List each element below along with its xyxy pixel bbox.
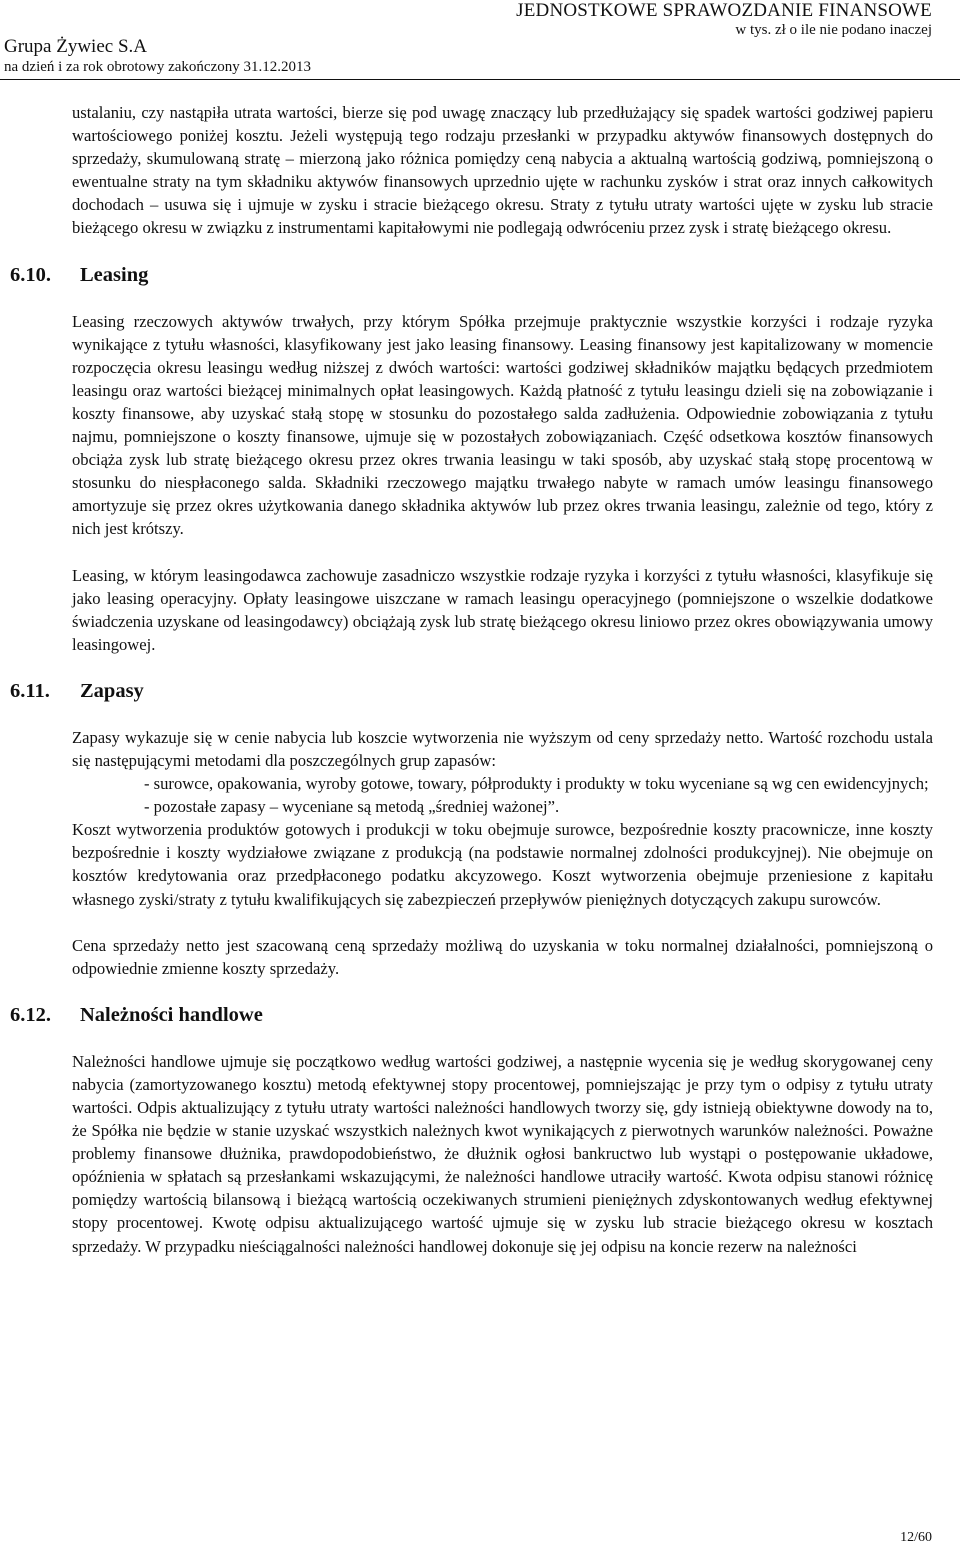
page-number: 12/60: [900, 1530, 932, 1545]
leasing-paragraph-1: Leasing rzeczowych aktywów trwałych, przy którym Spółka przejmuje praktycznie wszystkie korzyści i rodzaje ryzyka wynikające z tytułu własności, klasyfikowany jest jako leasing finansowy. Leasing finansowy jest kapitalizowany w momencie rozpoczęcia okresu leasingu według niższej z dwóch wartości: wartości godziwej składników majątku będących przedmiotem leasingu oraz wartości bieżącej minimalnych opłat leasingowych. Każdą płatność z tytułu leasingu dzieli się na zobowiązanie i koszty finansowe, aby uzyskać stałą stopę w stosunku do pozostałego salda zadłużenia. Odpowiednie zobowiązania z tytułu najmu, pomniejszone o koszty finansowe, ujmuje się w pozostałych zobowiązaniach. Część odsetkowa kosztów finansowych obciąża zysk lub stratę bieżącego okresu przez okres trwania leasingu w taki sposób, aby uzyskać stałą stopę procentową w stosunku do niespłaconego salda. Składniki rzeczowego majątku trwałego nabyte w ramach umów leasingu finansowego amortyzuje się przez okres użytkowania danego składnika aktywów lub przez okres trwania leasingu, zależnie od tego, który z nich jest krótszy.: [72, 311, 933, 539]
zapasy-bullet-1: - surowce, opakowania, wyroby gotowe, towary, półprodukty i produkty w toku wyceniane są wg cen ewidencyjnych;: [144, 774, 929, 794]
naleznosci-paragraph-1: Należności handlowe ujmuje się początkowo według wartości godziwej, a następnie wycenia się je według skorygowanej ceny nabycia (zamortyzowanego kosztu) metodą efektywnej stopy procentowej, pomniejszając je przy tym o odpisy z tytułu utraty wartości. Odpis aktualizujący z tytułu utraty wartości należności handlowych tworzy się, gdy istnieją obiektywne dowody na to, że Spółka nie będzie w stanie uzyskać wszystkich należnych kwot wynikających z pierwotnych warunków należności. Poważne problemy finansowe dłużnika, prawdopodobieństwo, że dłużnik ogłosi bankructwo lub wystąpi o postępowanie układowe, opóźnienia w spłatach są przesłankami wskazującymi, że należności handlowe utraciły wartość. Kwota odpisu stanowi różnicę pomiędzy wartością bilansową i bieżącą wartością oczekiwanych strumieni pieniężnych zdyskontowanych według efektywnej stopy procentowej. Kwotę odpisu aktualizującego wartość ujmuje się w zysku lub stracie bieżącego okresu w kosztach sprzedaży. W przypadku nieściągalności należności handlowej dokonuje się jej odpisu na koncie rezerw na należności: [72, 1051, 933, 1256]
section-title: Należności handlowe: [80, 1003, 263, 1026]
zapasy-paragraph-1: Zapasy wykazuje się w cenie nabycia lub koszcie wytworzenia nie wyższym od ceny sprzedaży netto. Wartość rozchodu ustala się następującymi metodami dla poszczególnych grup zapasów:: [72, 727, 933, 770]
document-body: [10, 101, 933, 1258]
zapasy-paragraph-2: Koszt wytworzenia produktów gotowych i produkcji w toku obejmuje surowce, bezpośrednie koszty pracownicze, inne koszty bezpośrednie i koszty wydziałowe związane z produkcją (na podstawie normalnej zdolności produkcyjnej). Nie obejmuje on kosztów kredytowania oraz przedpłaconego podatku akcyzowego. Koszt wytworzenia obejmuje przeniesione z kapitału własnego zyski/straty z tytułu kwalifikujących się zabezpieczeń przepływów pieniężnych dotyczących zakupu surowców.: [72, 820, 933, 909]
report-title: JEDNOSTKOWE SPRAWOZDANIE FINANSOWE: [516, 0, 932, 21]
leasing-paragraph-2: Leasing, w którym leasingodawca zachowuje zasadniczo wszystkie rodzaje ryzyka i korzyści z tytułu własności, klasyfikuje się jako leasing operacyjny. Opłaty leasingowe uiszczane w ramach leasingu operacyjnego (pomniejszone o wszelkie dodatkowe świadczenia uzyskane od leasingodawcy) obciążają zysk lub stratę bieżącego okresu liniowo przez okres obowiązywania umowy leasingowej.: [72, 565, 933, 654]
zapasy-bullet-2: - pozostałe zapasy – wyceniane są metodą „średniej ważonej”.: [144, 797, 560, 817]
section-heading-naleznosci: [10, 1003, 933, 1027]
zapasy-paragraph-3: Cena sprzedaży netto jest szacowaną ceną sprzedaży możliwą do uzyskania w toku normalnej działalności, pomniejszoną o odpowiednie zmienne koszty sprzedaży.: [72, 935, 933, 978]
section-title: Zapasy: [80, 679, 144, 702]
section-number: 6.11.: [10, 679, 50, 702]
report-units-note: w tys. zł o ile nie podano inaczej: [735, 22, 932, 38]
company-name: Grupa Żywiec S.A: [4, 36, 147, 57]
section-heading-zapasy: [10, 679, 933, 703]
section-title: Leasing: [80, 263, 149, 286]
section-number: 6.12.: [10, 1003, 51, 1026]
reporting-period: na dzień i za rok obrotowy zakończony 31.12.2013: [4, 59, 311, 75]
page-header-left: [4, 36, 311, 77]
header-divider: [0, 79, 960, 80]
section-number: 6.10.: [10, 263, 51, 286]
page-header-right: [516, 0, 932, 39]
section-heading-leasing: [10, 263, 933, 287]
intro-paragraph: ustalaniu, czy nastąpiła utrata wartości, bierze się pod uwagę znaczący lub przedłużający się spadek wartości godziwej papieru wartościowego poniżej kosztu. Jeżeli występują tego rodzaju przesłanki w przypadku aktywów finansowych dostępnych do sprzedaży, skumulowaną stratę – mierzoną jako różnica pomiędzy ceną nabycia a aktualną wartością godziwą, pomniejszoną o ewentualne straty na tym składniku aktywów finansowych uprzednio ujęte w rachunku zysków i strat oraz innych całkowitych dochodach – usuwa się i ujmuje w zysku i stracie bieżącego okresu. Straty z tytułu utraty wartości ujęte w zysku lub stracie bieżącego okresu w związku z instrumentami kapitałowymi nie podlegają odwróceniu przez zysk i stratę bieżącego okresu.: [72, 103, 933, 238]
